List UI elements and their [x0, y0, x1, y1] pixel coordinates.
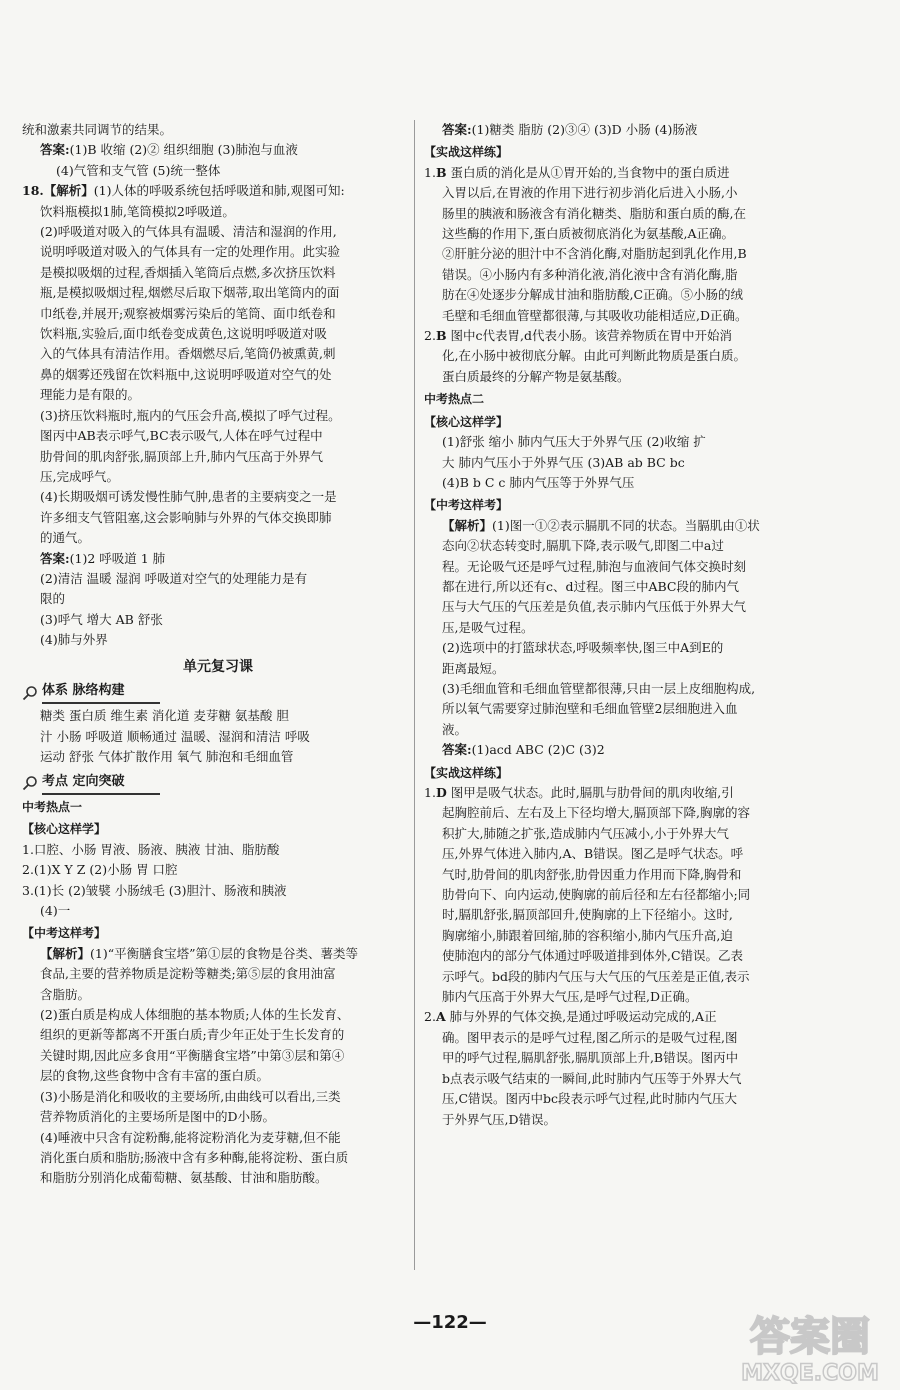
section-header-system	[22, 681, 414, 704]
text-line: 压,外界气体进入肺内,A、B错误。图乙是呼气状态。呼	[442, 846, 744, 862]
text-line: 消化蛋白质和脂肪;肠液中含有多种酶,能将淀粉、蛋白质	[40, 1149, 349, 1165]
section-header-exam-points	[22, 772, 414, 795]
item-text: 蛋白质的消化是从①胃开始的,当食物中的蛋白质进	[446, 164, 730, 180]
text-line: 时,膈肌舒张,膈顶部回升,使胸廓的上下径缩小。这时,	[442, 907, 733, 923]
text-line: ②肝脏分泌的胆汁中不含消化酶,对脂肪起到乳化作用,B	[442, 246, 747, 262]
exam-label: 【中考这样考】	[424, 498, 509, 513]
practice-label: 【实战这样练】	[424, 145, 509, 160]
text-line: 和脂肪分别消化成葡萄糖、氨基酸、甘油和脂肪酸。	[40, 1170, 328, 1186]
text-line: 化,在小肠中被彻底分解。由此可判断此物质是蛋白质。	[442, 348, 746, 364]
text-line: 限的	[40, 591, 66, 607]
text-line: 确。图甲表示的是呼气过程,图乙所示的是吸气过程,图	[442, 1029, 738, 1045]
text-line: (2)清洁 温暖 湿润 呼吸道对空气的处理能力是有	[40, 570, 308, 586]
text-line: (2)蛋白质是构成人体细胞的基本物质;人体的生长发育、	[40, 1007, 350, 1023]
practice-item-2	[424, 1007, 816, 1027]
analysis-text: (1)图一①②表示膈肌不同的状态。当膈肌由①状	[492, 517, 760, 533]
answer-label: 答案:	[442, 742, 472, 758]
text-line: (3)呼气 增大 AB 舒张	[40, 611, 163, 627]
text-line: 入胃以后,在胃液的作用下进行初步消化后进入小肠,小	[442, 185, 738, 201]
answer-label: 答案:	[442, 122, 472, 137]
page-number: —122—	[413, 1312, 487, 1333]
text-line: 压,完成呼气。	[40, 468, 119, 484]
text-line: 鼻的烟雾还残留在饮料瓶中,这说明呼吸道对空气的处	[40, 366, 332, 382]
practice-item-1	[424, 163, 816, 183]
text-line: 甲的呼气过程,膈肌舒张,膈肌顶部上升,B错误。图丙中	[442, 1050, 739, 1066]
unit-title: 单元复习课	[183, 658, 253, 675]
text-line: (3)毛细血管和毛细血管壁都很薄,只由一层上皮细胞构成,	[442, 680, 756, 696]
text-line: (4)一	[40, 903, 71, 919]
item-number: 2.	[424, 1009, 436, 1025]
text-line: 层的食物,这些食物中含有丰富的蛋白质。	[40, 1068, 269, 1084]
exam-label: 【中考这样考】	[22, 926, 107, 941]
text-line: 这些酶的作用下,蛋白质被彻底消化为氨基酸,A正确。	[442, 226, 734, 242]
text-line: 于外界气压,D错误。	[442, 1111, 556, 1127]
text-line: (1)舒张 缩小 肺内气压大于外界气压 (2)收缩 扩	[442, 434, 706, 450]
text-line: 气时,肋骨间的肌肉舒张,肋骨因重力作用而下降,胸骨和	[442, 866, 742, 882]
question-number: 18.	[22, 183, 44, 199]
text-line: 饮料瓶,实验后,面巾纸卷变成黄色,这说明呼吸道对吸	[40, 326, 327, 342]
watermark-text: 答案圈	[750, 1314, 870, 1360]
text-line: 许多细支气管阻塞,这会影响肺与外界的气体交换即肺	[40, 509, 332, 525]
text-line: (4)肺与外界	[40, 632, 108, 648]
text-line: 积扩大,肺随之扩张,造成肺内气压减小,小于外界大气	[442, 825, 729, 841]
left-column	[22, 120, 414, 1189]
text-line: 压与大气压的气压差是负值,表示肺内气压低于外界大气	[442, 599, 746, 615]
item-answer: B	[435, 164, 447, 180]
text-line: 是模拟吸烟的过程,香烟插入笔筒后点燃,多次挤压饮料	[40, 264, 336, 280]
magnifier-icon	[22, 685, 38, 701]
core-learning-label: 【核心这样学】	[424, 414, 509, 429]
text-line: 肋骨向下、向内运动,使胸廓的前后径和左右径都缩小;同	[442, 887, 751, 903]
watermark-url: MXQE.COM	[741, 1361, 879, 1386]
question-18-analysis	[22, 181, 414, 201]
text-line: 食品,主要的营养物质是淀粉等糖类;第⑤层的食用油富	[40, 966, 336, 982]
text-line: 理能力是有限的。	[40, 387, 141, 403]
text-line: 示呼气。bd段的肺内气压与大气压的气压差是正值,表示	[442, 968, 750, 984]
text-line: 距离最短。	[442, 660, 505, 676]
item-number: 1.	[424, 785, 436, 800]
text-line: 关键时期,因此应多食用“平衡膳食宝塔”中第③层和第④	[40, 1047, 345, 1063]
item-answer: A	[435, 1009, 446, 1025]
analysis-label: 【解析】	[442, 517, 493, 533]
answer-line	[424, 740, 816, 760]
section-title: 体系 脉络构建	[42, 681, 160, 704]
answer-label: 答案:	[40, 550, 70, 566]
text-line: 运动 舒张 气体扩散作用 氧气 肺泡和毛细血管	[40, 749, 294, 765]
text-line: 起胸腔前后、左右及上下径均增大,膈顶部下降,胸廓的容	[442, 805, 750, 821]
watermark-logo	[730, 1302, 890, 1387]
text-line: 使肺泡内的部分气体通过呼吸道排到体外,C错误。乙表	[442, 948, 744, 964]
practice-label: 【实战这样练】	[424, 765, 509, 780]
answer-text: (1)acd ABC (2)C (3)2	[471, 742, 605, 758]
hotspot-title: 中考热点一	[22, 800, 83, 814]
text-line: 说明呼吸道对吸入的气体具有一定的处理作用。此实验	[40, 244, 341, 260]
answer-line	[22, 140, 414, 160]
analysis-label: 【解析】	[43, 183, 94, 199]
text-line: 饮料瓶模拟1肺,笔筒模拟2呼吸道。	[40, 203, 235, 219]
text-line: 3.(1)长 (2)皱襞 小肠绒毛 (3)胆汁、肠液和胰液	[22, 882, 287, 898]
analysis-line	[22, 944, 414, 964]
text-line: 错误。④小肠内有多种消化液,消化液中含有消化酶,脂	[442, 266, 738, 282]
text-line: 含脂肪。	[40, 986, 91, 1002]
text-line: 图丙中AB表示呼气,BC表示吸气,人体在呼气过程中	[40, 428, 323, 444]
text-line: 1.口腔、小肠 胃液、肠液、胰液 甘油、脂肪酸	[22, 841, 280, 857]
text-line: 蛋白质最终的分解产物是氨基酸。	[442, 368, 630, 384]
text-line: (4)B b C c 肺内气压等于外界气压	[442, 474, 635, 490]
answer-text: (1)2 呼吸道 1 肺	[69, 550, 166, 566]
item-number: 2.	[424, 328, 436, 344]
text-line: (2)呼吸道对吸入的气体具有温暖、清洁和湿润的作用,	[40, 224, 337, 240]
item-text: 图中c代表胃,d代表小肠。该营养物质在胃中开始消	[446, 328, 732, 344]
right-column	[424, 120, 816, 1130]
text-line: b点表示吸气结束的一瞬间,此时肺内气压等于外界大气	[442, 1070, 742, 1086]
text-line: 糖类 蛋白质 维生素 消化道 麦芽糖 氨基酸 胆	[40, 708, 289, 724]
analysis-line	[424, 516, 816, 536]
text-line: 巾纸卷,并展开;观察被烟雾污染后的笔筒、面巾纸卷和	[40, 305, 336, 321]
text-line: 肠里的胰液和肠液含有消化糖类、脂肪和蛋白质的酶,在	[442, 205, 746, 221]
item-answer: B	[435, 328, 447, 344]
practice-item-2	[424, 326, 816, 346]
text-line: 大 肺内气压小于外界气压 (3)AB ab BC bc	[442, 454, 685, 470]
item-number: 1.	[424, 164, 436, 180]
text-line: 液。	[442, 721, 468, 737]
text-line: (2)选项中的打篮球状态,呼吸频率快,图三中A到E的	[442, 640, 724, 656]
text-line: (3)挤压饮料瓶时,瓶内的气压会升高,模拟了呼气过程。	[40, 407, 341, 423]
text-line: 统和激素共同调节的结果。	[22, 122, 173, 137]
answer-text: (1)B 收缩 (2)② 组织细胞 (3)肺泡与血液	[69, 142, 298, 158]
text-line: 组织的更新等都离不开蛋白质;青少年正处于生长发育的	[40, 1027, 345, 1043]
analysis-label: 【解析】	[40, 945, 91, 961]
text-line: 所以氧气需要穿过肺泡壁和毛细血管壁2层细胞进入血	[442, 701, 738, 717]
text-line: 肪在④处逐步分解成甘油和脂肪酸,C正确。⑤小肠的绒	[442, 287, 744, 303]
section-title: 考点 定向突破	[42, 772, 160, 795]
item-answer: D	[435, 785, 447, 800]
text-line: 毛壁和毛细血管壁都很薄,与其吸收功能相适应,D正确。	[442, 307, 748, 323]
text-line: 入的气体具有清洁作用。香烟燃尽后,笔筒仍被熏黄,刺	[40, 346, 336, 362]
analysis-text: (1)“平衡膳食宝塔”第①层的食物是谷类、薯类等	[90, 945, 359, 961]
text-line: 态向②状态转变时,膈肌下降,表示吸气,即图二中a过	[442, 538, 724, 554]
text-line: 瓶,是模拟吸烟过程,烟燃尽后取下烟蒂,取出笔筒内的面	[40, 285, 340, 301]
text-line: (4)长期吸烟可诱发慢性肺气肿,患者的主要病变之一是	[40, 489, 337, 505]
analysis-text: (1)人体的呼吸系统包括呼吸道和肺,观图可知:	[93, 183, 345, 199]
text-line: (4)气管和支气管 (5)统一整体	[56, 162, 221, 178]
text-line: (3)小肠是消化和吸收的主要场所,由曲线可以看出,三类	[40, 1088, 341, 1104]
answer-line	[22, 549, 414, 569]
text-line: 胸廓缩小,肺跟着回缩,肺的容积缩小,肺内气压升高,迫	[442, 927, 733, 943]
answer-line	[424, 120, 816, 140]
practice-item-1	[424, 783, 816, 803]
text-line: 营养物质消化的主要场所是图中的D小肠。	[40, 1109, 276, 1125]
text-line: 的通气。	[40, 530, 91, 546]
item-text: 肺与外界的气体交换,是通过呼吸运动完成的,A正	[445, 1009, 717, 1025]
text-line: 2.(1)X Y Z (2)小肠 胃 口腔	[22, 862, 178, 878]
hotspot-title: 中考热点二	[424, 392, 485, 407]
text-line: 都在进行,所以还有c、d过程。图三中ABC段的肺内气	[442, 578, 739, 594]
column-divider	[414, 120, 415, 1270]
core-learning-label: 【核心这样学】	[22, 822, 107, 837]
text-line: 压,是吸气过程。	[442, 619, 534, 635]
answer-text: (1)糖类 脂肪 (2)③④ (3)D 小肠 (4)肠液	[471, 122, 698, 137]
item-text: 图甲是吸气状态。此时,膈肌与肋骨间的肌肉收缩,引	[446, 785, 734, 800]
text-line: 压,C错误。图丙中bc段表示呼气过程,此时肺内气压大	[442, 1091, 738, 1107]
text-line: 程。无论吸气还是呼气过程,肺泡与血液间气体交换时刻	[442, 558, 746, 574]
text-line: 肋骨间的肌肉舒张,膈顶部上升,肺内气压高于外界气	[40, 448, 323, 464]
magnifier-icon	[22, 775, 38, 791]
text-line: 汁 小肠 呼吸道 顺畅通过 温暖、湿润和清洁 呼吸	[40, 728, 310, 744]
text-line: (4)唾液中只含有淀粉酶,能将淀粉消化为麦芽糖,但不能	[40, 1129, 341, 1145]
answer-label: 答案:	[40, 142, 70, 158]
text-line: 肺内气压高于外界大气压,是呼气过程,D正确。	[442, 989, 698, 1005]
